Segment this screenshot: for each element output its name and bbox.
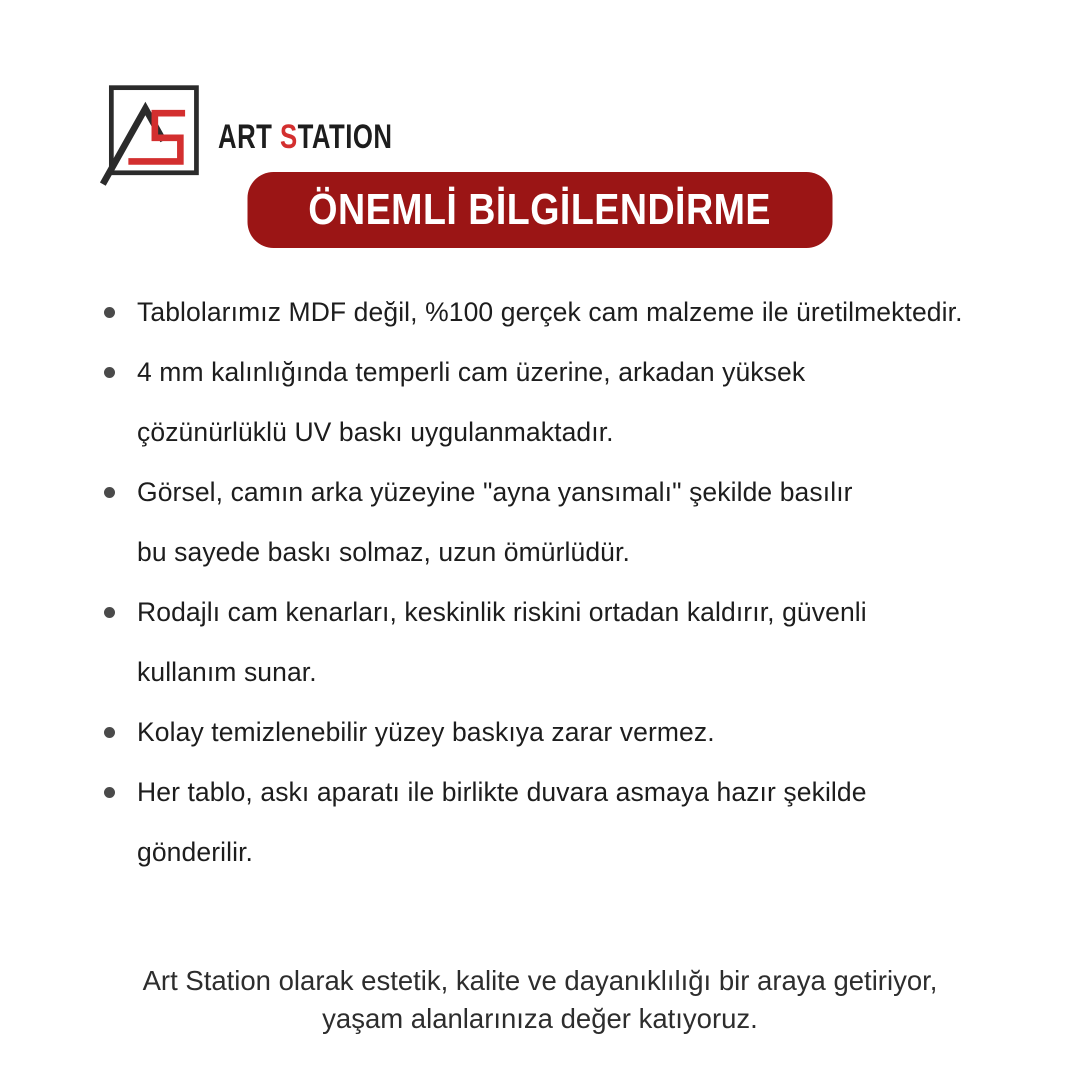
bullet-text: [137, 582, 867, 702]
bullet-line: çözünürlüklü UV baskı uygulanmaktadır.: [137, 417, 614, 447]
bullet-line: Her tablo, askı aparatı ile birlikte duvara asmaya hazır şekilde: [137, 777, 867, 807]
bullet-line: Rodajlı cam kenarları, keskinlik riskini ortadan kaldırır, güvenli: [137, 597, 867, 627]
bullet-text: [137, 462, 853, 582]
bullet-dot-icon: [104, 367, 115, 378]
bullet-dot-icon: [104, 607, 115, 618]
bullet-line: 4 mm kalınlığında temperli cam üzerine, arkadan yüksek: [137, 357, 806, 387]
bullet-dot-icon: [104, 727, 115, 738]
footer-line: yaşam alanlarınıza değer katıyoruz.: [322, 1003, 758, 1034]
bullet-dot-icon: [104, 307, 115, 318]
important-info-banner: [248, 172, 833, 248]
bullet-line: bu sayede baskı solmaz, uzun ömürlüdür.: [137, 537, 630, 567]
bullet-text: [137, 702, 715, 762]
list-item: [104, 582, 1034, 702]
brand-name: [218, 117, 392, 156]
brand-name-red-s: S: [279, 117, 298, 156]
list-item: [104, 702, 1034, 762]
bullet-dot-icon: [104, 787, 115, 798]
banner-title: ÖNEMLİ BİLGİLENDİRME: [308, 185, 772, 234]
bullet-text: [137, 762, 867, 882]
info-bullet-list: [104, 282, 1034, 882]
bullet-line: Görsel, camın arka yüzeyine "ayna yansımalı" şekilde basılır: [137, 477, 853, 507]
bullet-text: [137, 282, 963, 342]
footer-tagline: [0, 962, 1080, 1038]
footer-line: Art Station olarak estetik, kalite ve dayanıklılığı bir araya getiriyor,: [142, 965, 938, 996]
art-station-logo-icon: [100, 82, 204, 186]
list-item: [104, 342, 1034, 462]
list-item: [104, 282, 1034, 342]
bullet-line: gönderilir.: [137, 837, 254, 867]
brand-name-pre: ART: [218, 117, 280, 156]
bullet-line: kullanım sunar.: [137, 657, 317, 687]
bullet-line: Tablolarımız MDF değil, %100 gerçek cam malzeme ile üretilmektedir.: [137, 297, 963, 327]
list-item: [104, 462, 1034, 582]
bullet-dot-icon: [104, 487, 115, 498]
brand-name-rest: TATION: [297, 117, 393, 156]
header: [100, 82, 408, 186]
bullet-line: Kolay temizlenebilir yüzey baskıya zarar vermez.: [137, 717, 715, 747]
list-item: [104, 762, 1034, 882]
bullet-text: [137, 342, 805, 462]
